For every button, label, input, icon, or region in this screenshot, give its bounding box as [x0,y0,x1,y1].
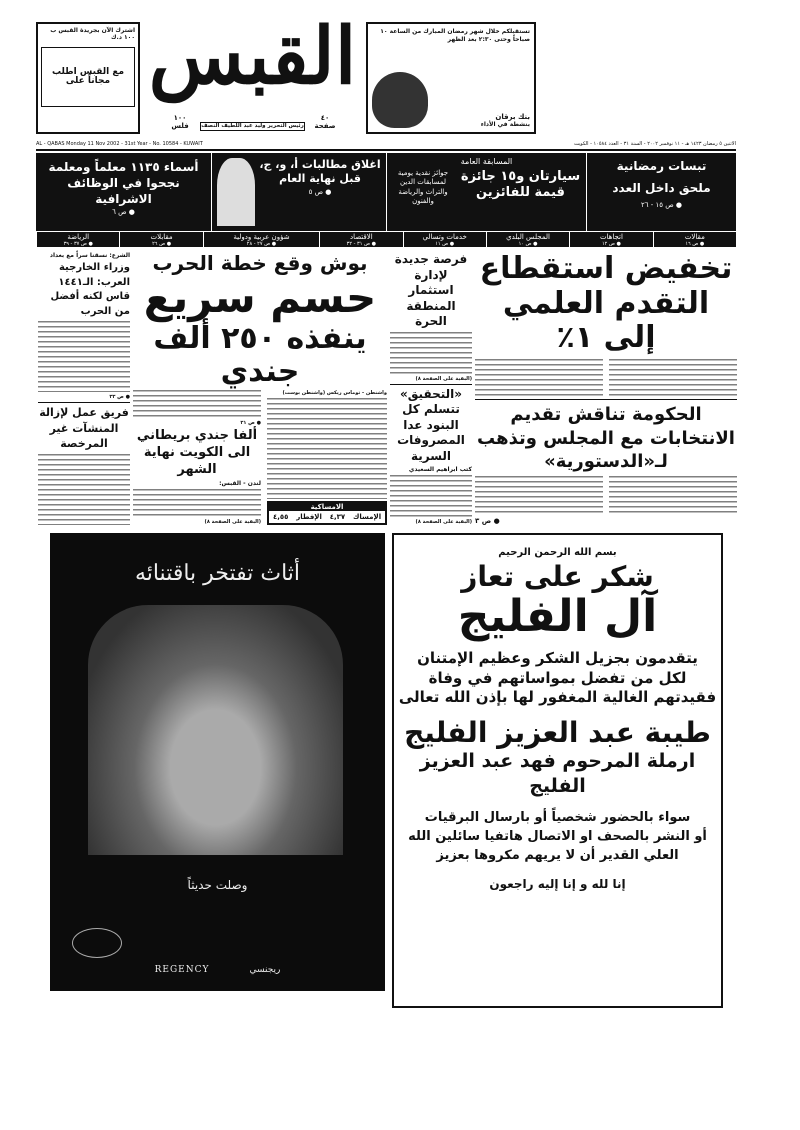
section-tab[interactable] [403,232,486,247]
arab-body [38,321,130,392]
price-value: ١٠٠ [173,114,187,122]
teaser-band [36,153,736,231]
elections-body [609,476,737,514]
page-count [310,114,340,130]
divider [475,399,737,400]
freezone-headline[interactable]: فرصة جديدة لإدارة استثمار المنطقة الحرة [394,252,468,329]
arab-headline[interactable]: وزراء الخارجية العرب: الـ١٤٤١ قاس لكنه أفضل من الحرب [50,262,130,317]
section-label: اتجاهات [599,232,623,241]
team-headline[interactable]: فريق عمل لإزالة المنشآت غير المرخصة [39,406,129,451]
section-tab[interactable] [486,232,569,247]
teaser-title: اغلاق مطالبات أ، و، ج، قبل نهاية العام [259,158,381,185]
section-label: مقابلات [150,232,173,241]
iftar-time: ٤,٥٥ [272,513,289,521]
thanks-line: يتقدمون بجزيل الشكر وعظيم الإمتنان [417,649,698,668]
condolence-title: شكر على تعاز [461,560,654,593]
closing-line: العلي القدير أن لا يريهم مكروها بعزيز [436,847,679,863]
calligraphy-logo [72,928,122,958]
teaser-kicker: المسابقة العامة [460,157,513,166]
freezone-more: (البقية على الصفحة ٨) [415,375,472,382]
arabic-dateline: الاثنين ٥ رمضان ١٤٢٣ هـ - ١١ نوفمبر ٢٠٠٢ - السنة ٣١ - العدد ١٠٥٨٤ - الكويت [573,141,736,147]
right-column [475,252,737,525]
inquiry-byline: كتب ابراهيم السعيدي [408,466,472,474]
bank-ad [366,22,536,134]
section-page: ● ص ١٢ [601,240,621,247]
teaser-ramadan[interactable] [586,153,736,231]
teaser-title: تبسات رمضانية [616,159,707,173]
iftar-label: الإفطار [296,513,322,521]
imsakiya-title: الامساكية [269,503,385,511]
furniture-ad-subtitle: وصلت حديثاً [187,878,248,892]
team-body [38,454,130,525]
bank-brand: بنك برقان [495,113,530,121]
lantern-image [372,72,428,128]
section-tab[interactable] [569,232,652,247]
subscribe-ad-title: اشترك الآن بجريدة القبس ب ١٠٠ د.ك [50,27,135,41]
section-page: ● ص ٢٦ [152,240,172,247]
brand-english: REGENCY [154,965,210,975]
deceased-name: طيبة عبد العزيز الفليج [404,715,711,749]
closing-line: سواء بالحضور شخصياً أو بارسال البرقيات [424,809,691,825]
condolence-ad [392,533,723,1008]
official-photo [217,158,255,226]
british-more: (البقية على الصفحة ٨) [204,519,261,526]
section-label: الاقتصاد [349,232,373,241]
main-body [609,359,737,397]
basmala: بسم الله الرحمن الرحيم [498,547,617,558]
closing-verse: إنا لله و إنا إليه راجعون [489,877,626,892]
section-page: ● ص ٣٧ - ٣٩ [63,240,93,247]
section-page: ● ص ١٦ [685,240,705,247]
section-label: المجلس البلدي [506,232,550,241]
subscribe-ad [36,22,140,134]
teaser-page: ● ص ٥ [308,187,332,196]
teaser-claims[interactable] [211,153,386,231]
british-body [133,489,261,517]
british-headline[interactable]: ألفا جندي بريطاني الى الكويت نهاية الشهر [136,427,258,477]
arab-kicker: الشرع: نسقنا سراً مع بغداد [49,252,130,259]
section-tabs [36,231,736,247]
elections-more: ● ص ٣ [475,517,500,526]
masthead-rule [36,149,736,151]
teaser-teachers[interactable] [36,153,211,231]
freezone-body [390,332,472,374]
brand-arabic: ريجنسي [249,965,281,975]
war-kicker: بوش وقع خطة الحرب [152,251,368,275]
war-body [267,398,387,499]
teaser-side: جوائز نقدية يومية لمسابقات الدين والتراث والرياضة والفنون [397,169,449,206]
war-body [133,390,261,418]
section-tab[interactable] [319,232,402,247]
teaser-contest[interactable] [386,153,586,231]
teaser-title: أسماء ١١٣٥ معلماً ومعلمة نجحوا في الوظائف الاشرافية [48,160,199,207]
section-label: مقالات [684,232,705,241]
editor-line: رئيس التحرير وليد عبد اللطيف النصف [200,122,305,131]
price-label: فلس [171,122,189,130]
section-page: ● ص ١٠ [518,240,538,247]
imsak-time: ٤,٣٧ [329,513,346,521]
divider [38,402,130,403]
dining-room-photo [88,605,343,855]
closing-line: أو النشر بالصحف او الاتصال هاتفيا سائلين الله [408,828,707,844]
war-more: ● ص ٣١ [240,419,261,426]
war-headline[interactable]: حسم سريع [143,273,377,322]
section-label: خدمات وتسالي [422,232,467,241]
bank-slogan: بنشطة في الأداء [480,121,530,128]
family-name: آل الفليج [457,591,658,642]
bank-ad-text: تستقبلكم خلال شهر رمضان المبارك من الساعة ١٠ صباحاً وحتى ٢:٣٠ بعد الظهر [380,28,530,44]
newspaper-logo: القبس [148,11,357,102]
teaser-page: ● ص ٦ [112,207,135,216]
center-column [133,252,387,525]
imsak-label: الإمساك [352,513,382,521]
section-label: شؤون عربية ودولية [233,232,290,241]
war-dateline: واشنطن - توماس ريكس (واشنطن بوست) [282,390,387,397]
thanks-line: لكل من تفضل بمواساتهم في وفاة [428,668,687,687]
section-page: ● ص ٣١ - ٣٢ [346,240,376,247]
inquiry-body [390,475,472,517]
inquiry-more: (البقية على الصفحة ٨) [415,519,472,525]
section-page: ● ص ٢٧ - ٢٨ [246,240,277,247]
section-label: الرياضة [67,232,90,241]
pages-value: ٤٠ [320,114,330,122]
teaser-page: ● ص ١٥ - ٢٦ [640,201,683,209]
war-subheadline: ينفذه ٢٥٠ ألف جندي [153,321,367,390]
main-headline[interactable]: تخفيض استقطاع التقدم العلمي إلى ١٪ [479,251,733,355]
teaser-title: سيارتان و١٥ جائزة قيمة للفائزين [460,169,581,201]
subscribe-ad-highlight: مع القبس اطلب مجاناً على [51,66,125,86]
english-dateline: AL - QABAS Monday 11 Nov 2002 - 31st Year - No. 10584 - KUWAIT [36,141,203,147]
teaser-sub: ملحق داخل العدد [612,181,711,195]
inquiry-headline[interactable]: «التحقيق» تتسلم كل البنود عدا المصروفات السرية [397,386,465,463]
thanks-line: فقيدتهم الغالية المغفور لها بإذن الله تعالى [398,688,717,707]
deceased-relation: ارملة المرحوم فهد عبد العزيز الفليج [419,750,696,798]
imsakiya-box [267,501,387,525]
section-tab[interactable] [119,232,202,247]
arab-more: ● ص ٣٣ [109,394,130,401]
section-tab[interactable] [203,232,319,247]
elections-body [475,476,603,514]
middle-column [390,252,472,525]
elections-headline[interactable]: الحكومة تناقش تقديم الانتخابات مع المجلس وتذهب لـ«الدستورية» [477,404,735,472]
main-body [475,359,603,397]
section-tab[interactable] [36,232,119,247]
left-column [38,252,130,525]
furniture-ad-title: أثاث تفتخر باقتنائه [134,561,301,586]
divider [390,384,472,385]
price [165,114,195,130]
section-page: ● ص ١١ [435,240,455,247]
section-tab[interactable] [653,232,736,247]
british-dateline: لندن - القبس: [219,480,261,488]
pages-label: صفحة [314,122,336,130]
furniture-ad[interactable] [50,533,385,991]
